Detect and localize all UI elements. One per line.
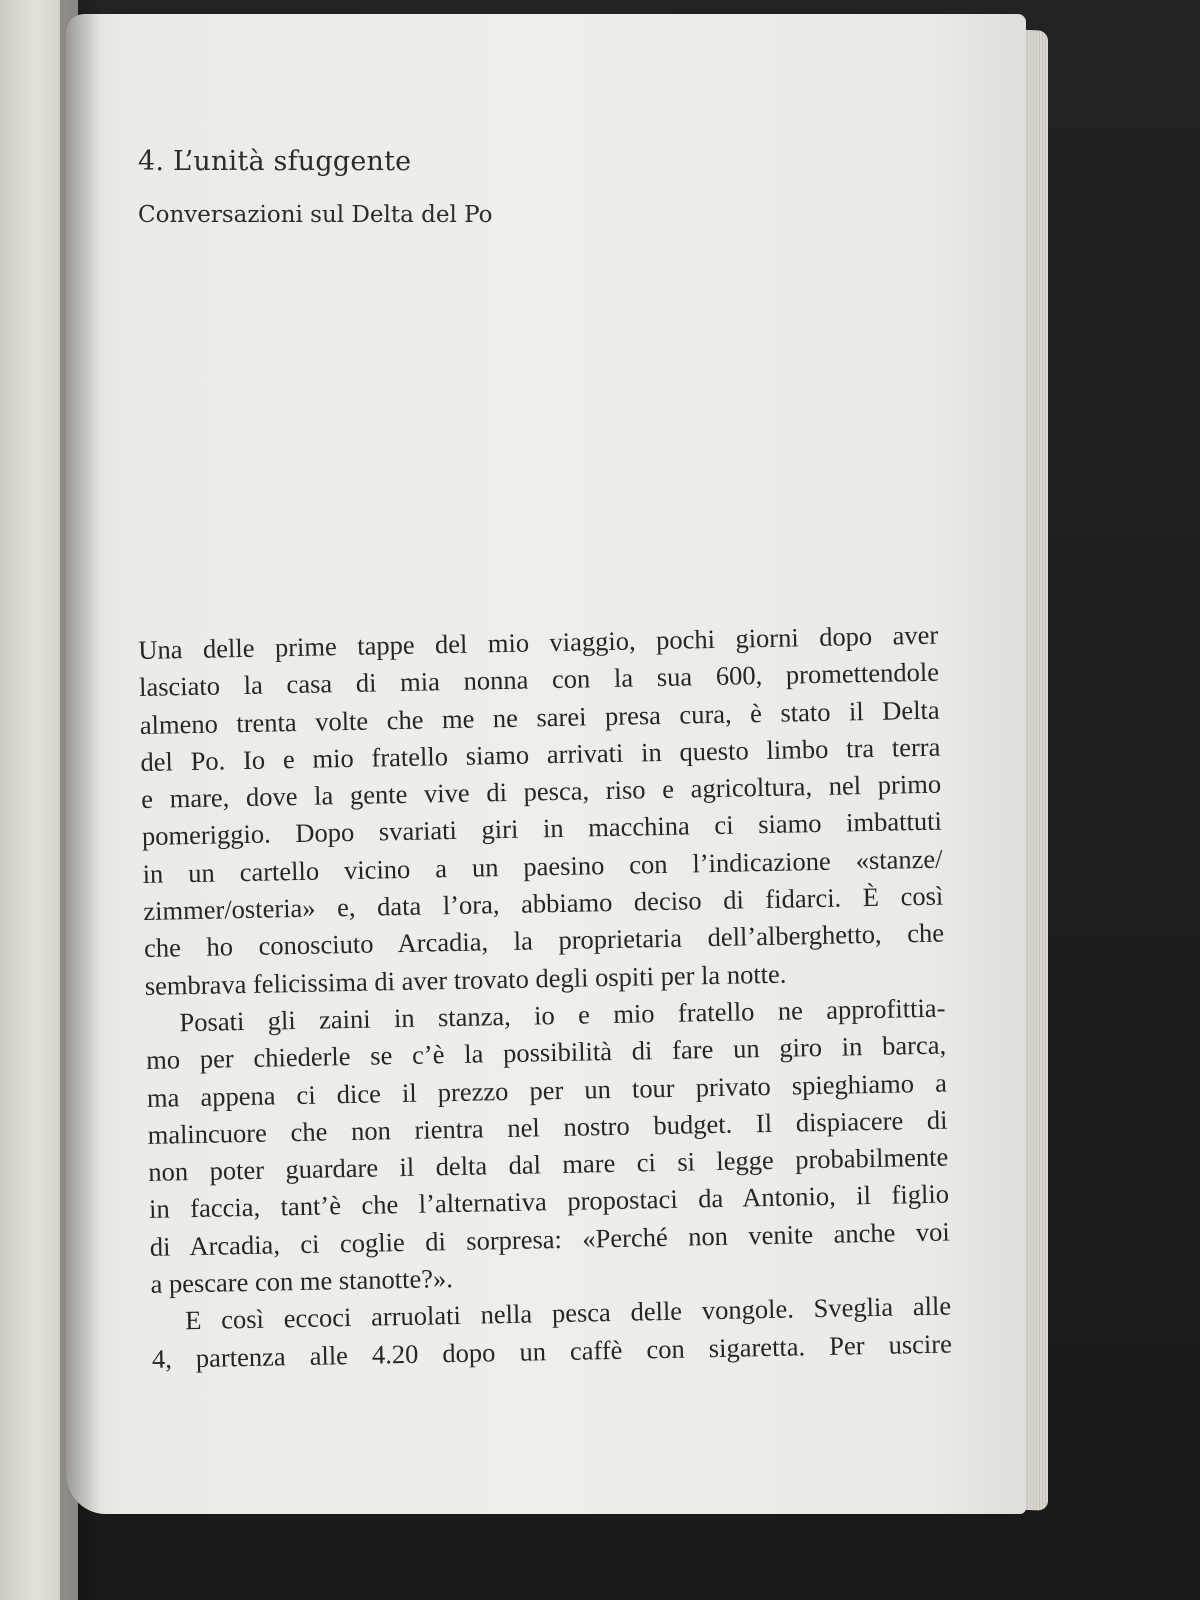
text-line: di Arcadia, ci coglie di sorpresa: «Perché non venite anche voi [149, 1216, 950, 1262]
text-line: zimmer/osteria» e, data l’ora, abbiamo deciso di fidarci. È così [143, 880, 944, 927]
text-line: in un cartello vicino a un paesino con l’indicazione «stanze/ [142, 843, 943, 889]
paragraph-2-cont [146, 1027, 951, 1303]
text-line: non poter guardare il delta dal mare ci si legge probabilmente [148, 1141, 949, 1188]
text-line: sembrava felicissima di aver trovato degli ospiti per la notte. [144, 958, 787, 1001]
gutter-shadow [60, 0, 100, 1600]
text-line: che ho conosciuto Arcadia, la proprietaria dell’alberghetto, che [143, 917, 945, 964]
text-line: 4, partenza alle 4.20 dopo un caffè con sigaretta. Per uscire [151, 1328, 953, 1374]
chapter-subtitle: Conversazioni sul Delta del Po [138, 202, 493, 228]
text-line: del Po. Io e mio fratello siamo arrivati in questo limbo tra terra [140, 731, 941, 777]
text-line: Una delle prime tappe del mio viaggio, pochi giorni dopo aver [138, 619, 939, 665]
text-line: almeno trenta volte che me ne sarei presa cura, è stato il Delta [139, 694, 940, 740]
text-line: a pescare con me stanotte?». [150, 1263, 454, 1299]
text-line: malincuore che non rientra nel nostro budget. Il dispiacere di [147, 1104, 948, 1150]
book-page [66, 14, 1026, 1514]
text-line: ma appena ci dice il prezzo per un tour privato spieghiamo a [146, 1067, 948, 1113]
text-line: lasciato la casa di mia nonna con la sua 600, promettendole [138, 656, 940, 703]
body-text [138, 617, 952, 1378]
text-line: in faccia, tant’è che l’alternativa propostaci da Antonio, il figlio [148, 1178, 950, 1225]
text-line: E così eccoci arruolati nella pesca delle vongole. Sveglia alle [184, 1290, 952, 1336]
text-line: mo per chiederle se c’è la possibilità di fare un giro in barca, [145, 1029, 947, 1076]
text-line: Posati gli zaini in stanza, io e mio fratello ne approfittia- [179, 992, 946, 1038]
chapter-title: 4. L’unità sfuggente [138, 146, 412, 177]
text-line: pomeriggio. Dopo svariati giri in macchina ci siamo imbattuti [141, 806, 943, 852]
paragraph-1 [138, 617, 945, 1005]
text-line: e mare, dove la gente vive di pesca, riso e agricoltura, nel primo [140, 768, 942, 815]
